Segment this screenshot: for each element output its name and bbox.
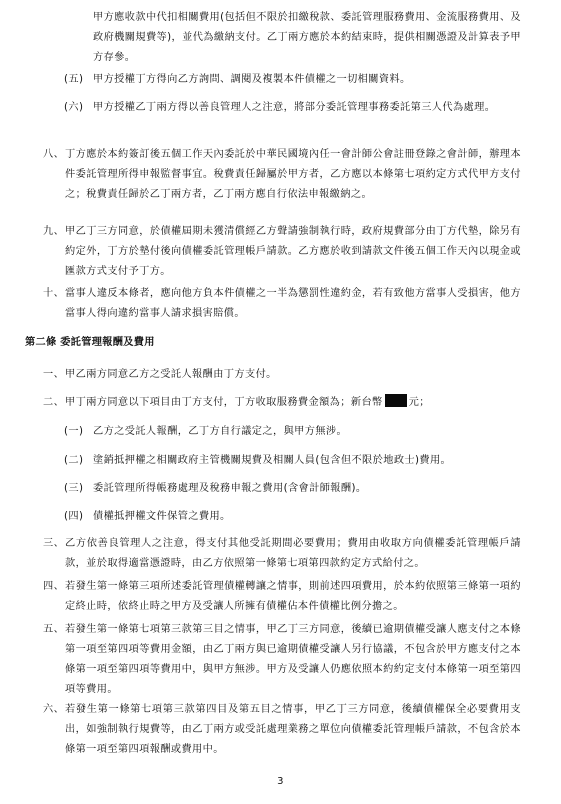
article2-item-5 xyxy=(43,620,521,700)
clause-text xyxy=(65,393,521,413)
continuation-paragraph xyxy=(93,8,521,68)
section-heading: 第二條 委託管理報酬及費用 xyxy=(25,337,155,348)
article2-item-4 xyxy=(43,577,521,617)
clause-text-before: 甲丁兩方同意以下項目由丁方支付，丁方收取服務費金額為；新台幣 xyxy=(65,397,383,408)
page-number: 3 xyxy=(277,776,284,787)
clause-number: 四、 xyxy=(43,581,65,592)
fee-item-3 xyxy=(64,479,521,499)
clause-number: (六) xyxy=(64,102,84,113)
clause-text: 債權抵押權文件保管之費用。 xyxy=(93,511,231,522)
paragraph-text: 甲方應收款中代扣相關費用(包括但不限於扣繳稅款、委託管理服務費用、金流服務費用、及政府機關規費等)，並代為繳納支付。乙丁兩方應於本約結束時，提供相關憑證及計算表予甲方存參。 xyxy=(93,12,521,63)
clause-text: 甲方授權乙丁兩方得以善良管理人之注意，將部分委託管理事務委託第三人代為處理。 xyxy=(93,102,496,113)
clause-item-9 xyxy=(43,222,521,282)
clause-item-5 xyxy=(64,70,521,90)
clause-number: (一) xyxy=(64,426,84,437)
clause-text: 若發生第一條第七項第三款第三目之情事，甲乙丁三方同意，後續已逾期債權受讓人應支付之本條第一項至第四項等費用金額，由乙丁兩方與已逾期債權受讓人另行協議，不包含於甲方應支付之本條第一項至第四項等費用中，與甲方無涉。甲方及受讓人仍應依照本約約定支付本條第一項至第四項等費用。 xyxy=(65,624,521,695)
clause-text-after: 元； xyxy=(408,397,430,408)
clause-text: 塗銷抵押權之相關政府主管機關規費及相關人員(包含但不限於地政士)費用。 xyxy=(93,455,452,466)
clause-text: 若發生第一條第三項所述委託管理債權轉讓之情事，則前述四項費用，於本約依照第三條第一項約定終止時，依終止時之甲方及受讓人所擁有債權佔本件債權比例分擔之。 xyxy=(65,581,521,612)
clause-text: 甲方授權丁方得向乙方詢問、調閱及複製本件債權之一切相關資料。 xyxy=(93,74,411,85)
clause-text: 當事人違反本條者，應向他方負本件債權之一半為懲罰性違約金，若有致他方當事人受損害，他方當事人得向違約當事人請求損害賠償。 xyxy=(65,288,521,319)
article2-item-3 xyxy=(43,534,521,574)
clause-text: 乙方依善良管理人之注意，得支付其他受託期間必要費用；費用由收取方向債權委託管理帳戶請款，並於取得適當憑證時，由乙方依照第一條第七項第四款約定方式給付之。 xyxy=(65,538,521,569)
article2-item-2 xyxy=(43,393,521,413)
clause-item-10 xyxy=(43,284,521,324)
clause-item-8 xyxy=(43,145,521,205)
clause-number: 十、 xyxy=(43,288,65,299)
clause-number: (三) xyxy=(64,483,84,494)
clause-number: 九、 xyxy=(43,226,65,237)
clause-number: 五、 xyxy=(43,624,65,635)
article2-item-1 xyxy=(43,365,521,385)
clause-text: 委託管理所得帳務處理及稅務申報之費用(含會計師報酬)。 xyxy=(93,483,367,494)
redacted-amount xyxy=(385,394,407,407)
clause-number: (五) xyxy=(64,74,84,85)
clause-number: 一、 xyxy=(43,369,65,380)
clause-number: 八、 xyxy=(43,149,65,160)
clause-text: 若發生第一條第七項第三款第四目及第五目之情事，甲乙丁三方同意，後續債權保全必要費用支出，如強制執行規費等，由乙丁兩方或受託處理業務之單位向債權委託管理帳戶請款，不包含於本條第一項至第四項報酬或費用中。 xyxy=(65,704,521,755)
clause-number: (二) xyxy=(64,455,84,466)
clause-text: 甲乙兩方同意乙方之受託人報酬由丁方支付。 xyxy=(65,369,277,380)
clause-number: 二、 xyxy=(43,397,65,408)
clause-item-6 xyxy=(64,98,521,118)
clause-text: 丁方應於本約簽訂後五個工作天內委託於中華民國境內任一會計師公會註冊登錄之會計師，辦理本件委託管理所得申報監督事宜。稅費責任歸屬於甲方者，乙方應以本條第七項約定方式代甲方支付之；稅費責任歸於乙丁兩方者，乙丁兩方應自行依法申報繳納之。 xyxy=(65,149,521,200)
clause-number: (四) xyxy=(64,511,84,522)
article2-item-6 xyxy=(43,700,521,760)
fee-item-4 xyxy=(64,507,521,527)
fee-item-1 xyxy=(64,422,521,442)
fee-item-2 xyxy=(64,451,521,471)
clause-text: 甲乙丁三方同意，於債權屆期未獲清償經乙方聲請強制執行時，政府規費部分由丁方代墊，除另有約定外，丁方於墊付後向債權委託管理帳戶請款。乙方應於收到請款文件後五個工作天內以現金或匯款方式支付予丁方。 xyxy=(65,226,521,277)
clause-number: 六、 xyxy=(43,704,65,715)
clause-number: 三、 xyxy=(43,538,65,549)
clause-text: 乙方之受託人報酬，乙丁方自行議定之，與甲方無涉。 xyxy=(93,426,348,437)
